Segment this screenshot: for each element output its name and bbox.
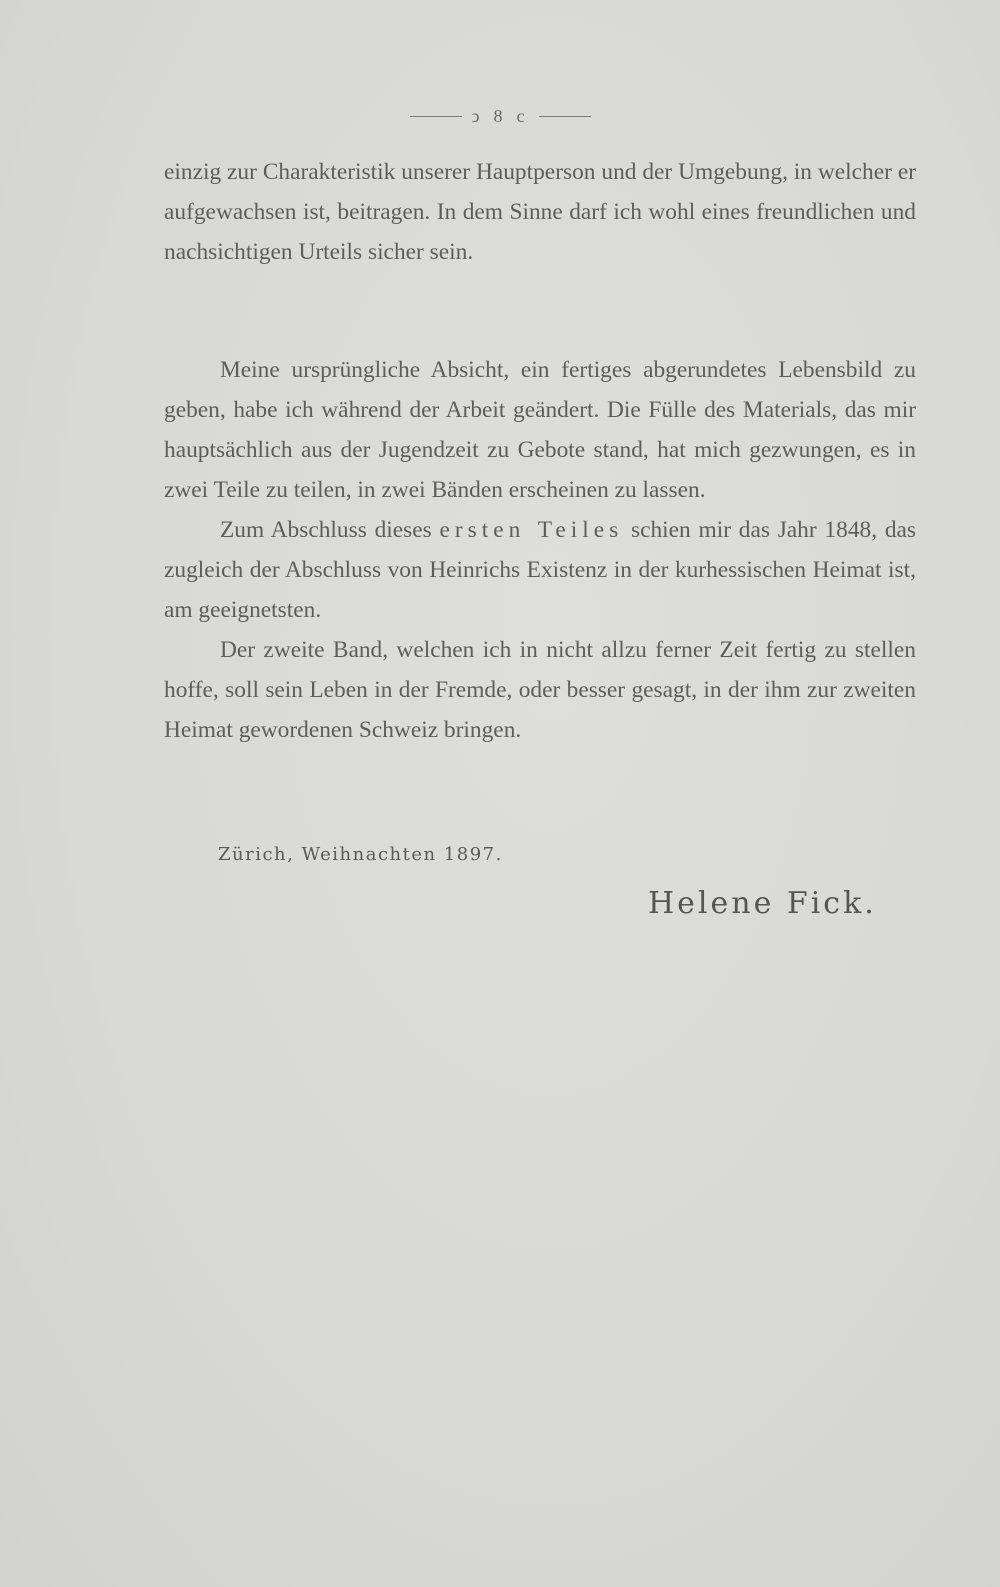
header-rule-left [410, 116, 462, 117]
header-ornament-right: c [516, 105, 529, 126]
paragraph-4: Der zweite Band, welchen ich in nicht allzu ferner Zeit fertig zu stellen hoffe, soll sein Leben in der Fremde, oder besser gesagt, in der ihm zur zweiten Heimat gewordenen Schweiz bringen. [164, 637, 916, 743]
paragraph-3 [164, 510, 916, 630]
paragraph-3-emphasis: ersten Teiles [439, 517, 624, 543]
paragraph-3-end: schien mir das Jahr 1848, das zugleich der Abschluss von Heinrichs Existenz in der kurhessischen Heimat ist, am geeignetsten. [164, 517, 916, 623]
header-ornament-left: ↄ [471, 105, 484, 126]
paragraph-continuation [164, 152, 916, 272]
page-number-header [0, 104, 1000, 128]
paragraph-1: einzig zur Charakteristik unserer Hauptperson und der Umgebung, in welcher er aufgewachsen ist, beitragen. In dem Sinne darf ich wohl eines freundlichen und nachsichtigen Urteils sicher sein. [164, 159, 916, 265]
header-rule-right [539, 116, 591, 117]
body-text [164, 350, 916, 750]
author-signature: Helene Fick. [648, 886, 877, 921]
page-number: 8 [493, 105, 507, 126]
dateline: Zürich, Weihnachten 1897. [218, 844, 503, 865]
paragraph-3-start: Zum Abschluss dieses [220, 517, 432, 543]
paragraph-2: Meine ursprüngliche Absicht, ein fertiges abgerundetes Lebensbild zu geben, habe ich während der Arbeit geändert. Die Fülle des Materials, das mir hauptsächlich aus der Jugendzeit zu Gebote stand, hat mich gezwungen, es in zwei Teile zu teilen, in zwei Bänden erscheinen zu lassen. [164, 357, 916, 503]
